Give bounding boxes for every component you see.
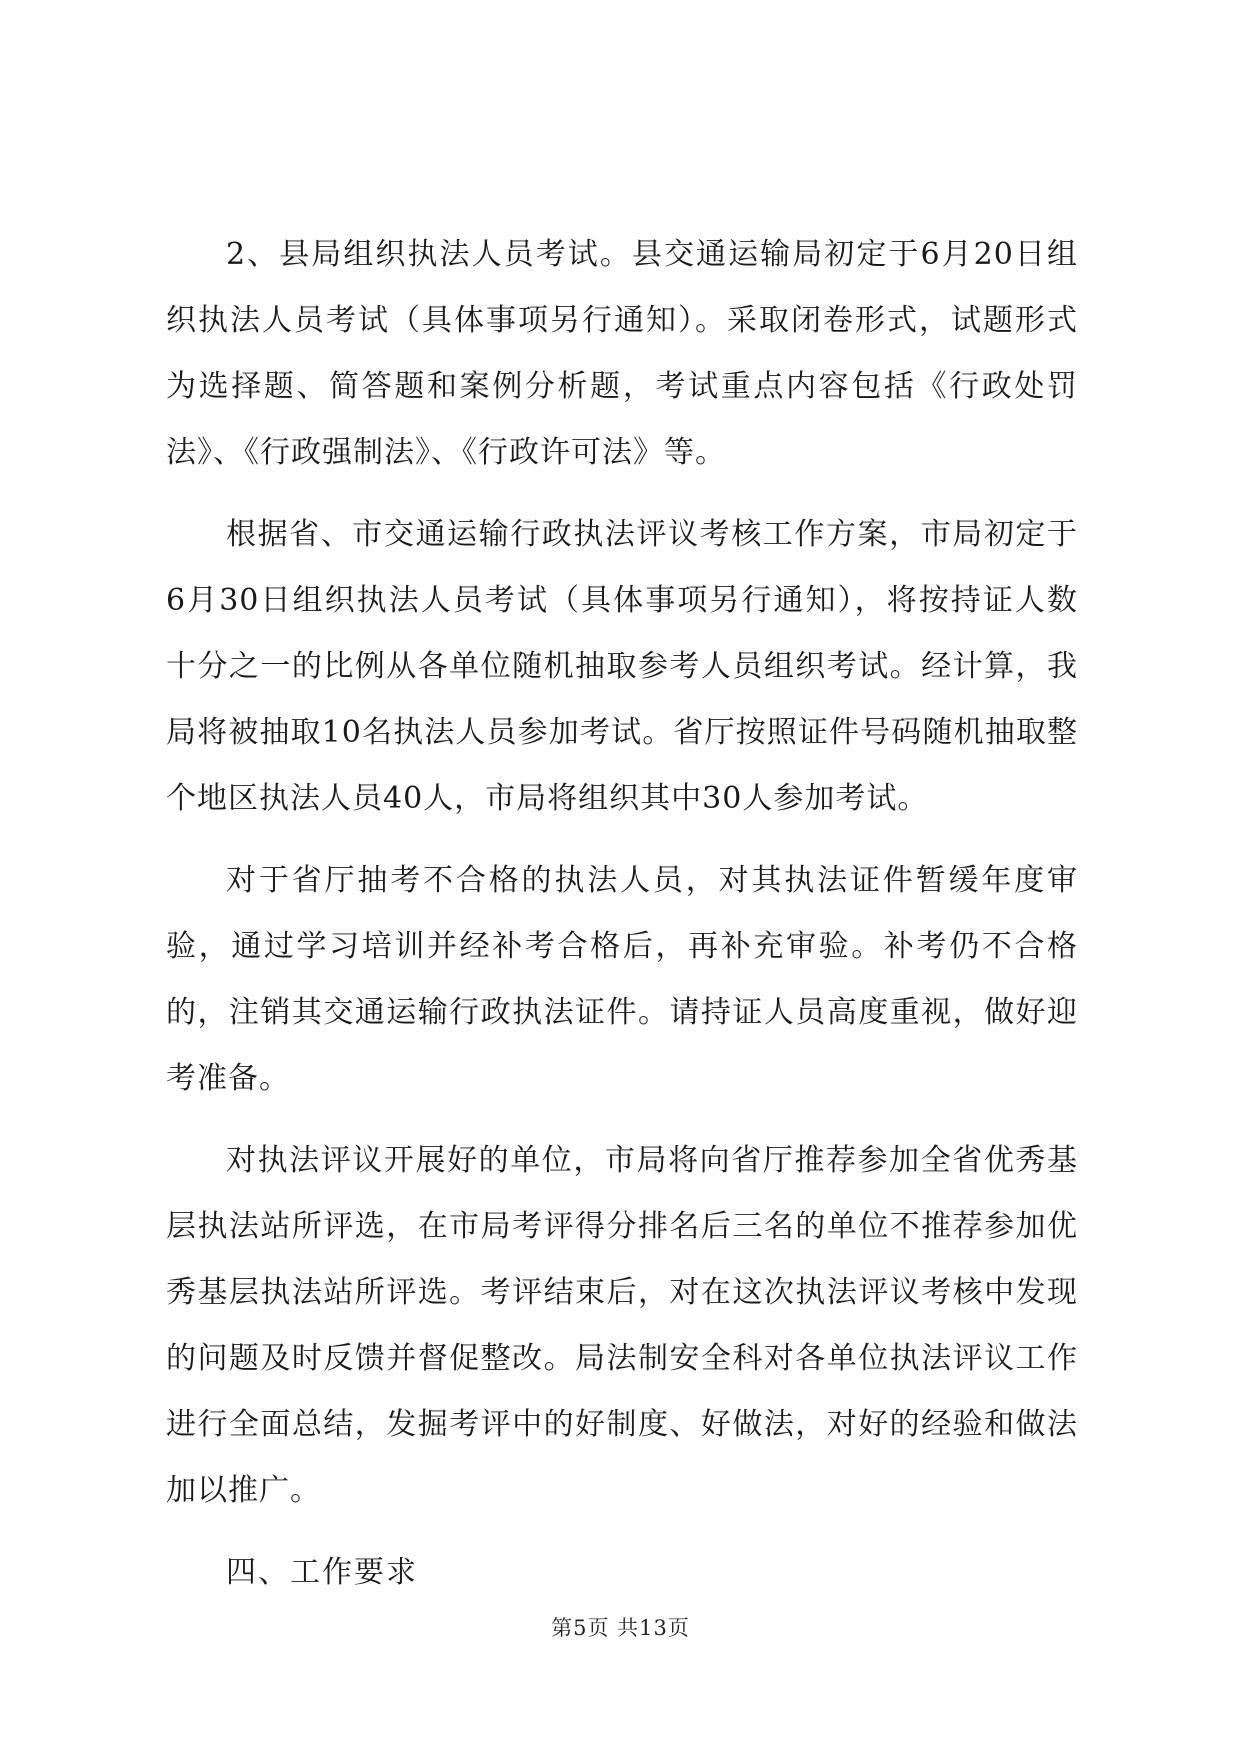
paragraph-failed-exam: 对于省厅抽考不合格的执法人员，对其执法证件暂缓年度审验，通过学习培训并经补考合格后，再补充审验。补考仍不合格的，注销其交通运输行政执法证件。请持证人员高度重视，做好迎考准备。 — [166, 863, 1078, 1096]
paragraph-recommendation: 对执法评议开展好的单位，市局将向省厅推荐参加全省优秀基层执法站所评选，在市局考评得分排名后三名的单位不推荐参加优秀基层执法站所评选。考评结束后，对在这次执法评议考核中发现的问题及时反馈并督促整改。局法制安全科对各单位执法评议工作进行全面总结，发掘考评中的好制度、好做法，对好的经验和做法加以推广。 — [166, 1143, 1078, 1508]
section-heading: 四、工作要求 — [226, 1555, 418, 1590]
page-footer — [0, 1612, 1241, 1642]
paragraph-county-exam: 2、县局组织执法人员考试。县交通运输局初定于6月20日组织执法人员考试（具体事项另行通知）。采取闭卷形式，试题形式为选择题、简答题和案例分析题，考试重点内容包括《行政处罚法》、《行政强制法》、《行政许可法》等。 — [166, 237, 1078, 470]
document-body — [166, 222, 1078, 1606]
paragraph-city-exam: 根据省、市交通运输行政执法评议考核工作方案，市局初定于6月30日组织执法人员考试（具体事项另行通知），将按持证人数十分之一的比例从各单位随机抽取参考人员组织考试。经计算，我局将被抽取10名执法人员参加考试。省厅按照证件号码随机抽取整个地区执法人员40人，市局将组织其中30人参加考试。 — [166, 517, 1078, 816]
page-indicator: 第5页 共13页 — [551, 1616, 690, 1640]
